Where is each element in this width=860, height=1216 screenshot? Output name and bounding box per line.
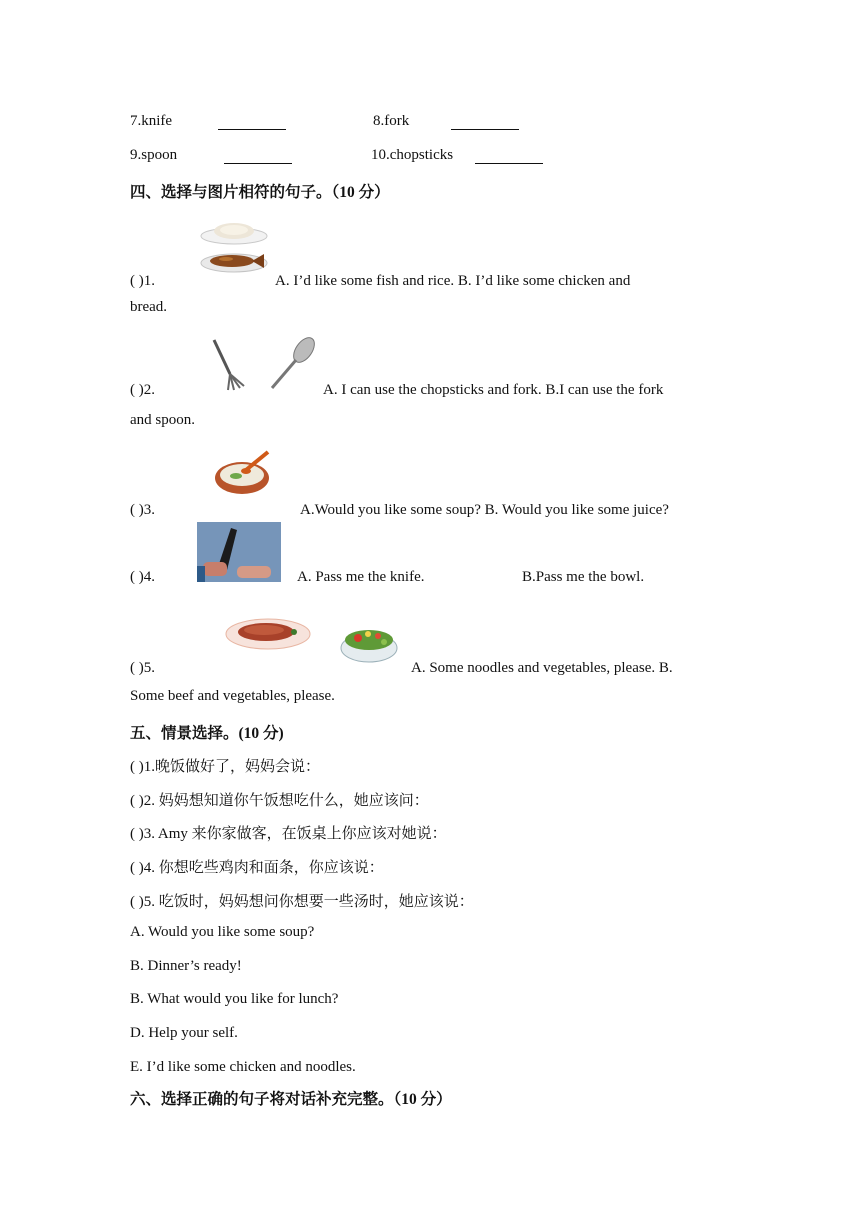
section-heading: 四、选择与图片相符的句子。（10 分） [130,184,390,201]
question-2-options: A. I can use the chopsticks and fork. B.I can use the fork [323,382,664,398]
section-heading: 五、情景选择。(10 分) [130,725,284,742]
answer-option: A. Would you like some soup? [130,924,315,940]
question-5-options-cont: Some beef and vegetables, please. [130,688,335,704]
salad-bowl-image [338,622,400,664]
answer-option: E. I’d like some chicken and noodles. [130,1059,356,1075]
question-5-options: A. Some noodles and vegetables, please. B. [411,660,673,676]
rice-and-fish-image [198,218,272,278]
question-4-option-b: B.Pass me the bowl. [522,569,645,585]
soup-bowl-image [212,448,274,500]
vocab-item-spoon: 9.spoon [130,147,178,163]
question-number: ( )5. [130,660,155,676]
beef-plate-image [224,614,312,654]
answer-blank[interactable] [475,151,543,164]
scenario-item: ( )1.晚饭做好了，妈妈会说： [130,759,320,775]
answer-option: B. What would you like for lunch? [130,991,339,1007]
scenario-item: ( )3. Amy 来你家做客，在饭桌上你应该对她说： [130,826,447,842]
vocab-item-chopsticks: 10.chopsticks [371,147,454,163]
question-4-option-a: A. Pass me the knife. [297,569,425,585]
answer-blank[interactable] [451,117,519,130]
section-heading: 六、选择正确的句子将对话补充完整。（10 分） [130,1091,452,1108]
vocab-item-fork: 8.fork [373,113,410,129]
question-number: ( )1. [130,273,155,289]
question-number: ( )2. [130,382,155,398]
question-number: ( )4. [130,569,155,585]
knife-passing-image [197,522,281,582]
answer-option: B. Dinner’s ready! [130,958,242,974]
scenario-item: ( )5. 吃饭时，妈妈想问你想要一些汤时，她应该说： [130,894,474,910]
question-1-options: A. I’d like some fish and rice. B. I’d like some chicken and [275,273,631,289]
answer-blank[interactable] [224,151,292,164]
answer-blank[interactable] [218,117,286,130]
fork-and-spoon-image [206,336,316,394]
scenario-item: ( )4. 你想吃些鸡肉和面条，你应该说： [130,860,384,876]
question-1-options-cont: bread. [130,299,168,315]
question-2-options-cont: and spoon. [130,412,195,428]
question-3-options: A.Would you like some soup? B. Would you like some juice? [300,502,669,518]
answer-option: D. Help your self. [130,1025,238,1041]
vocab-item-knife: 7.knife [130,113,173,129]
scenario-item: ( )2. 妈妈想知道你午饭想吃什么，她应该问： [130,793,429,809]
question-number: ( )3. [130,502,155,518]
